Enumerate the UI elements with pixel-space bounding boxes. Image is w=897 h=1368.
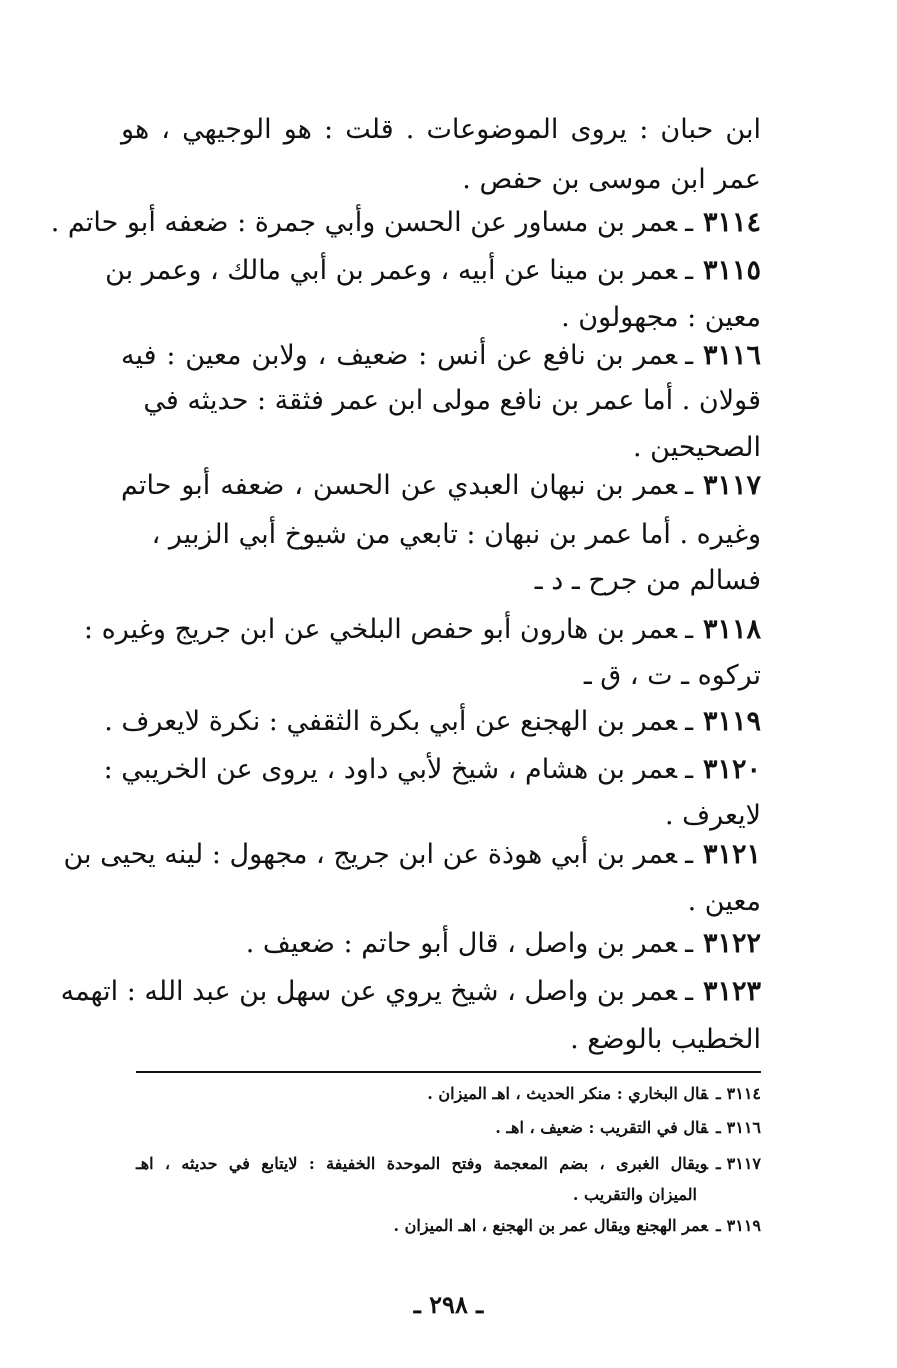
text-line: الصحيحين . — [632, 432, 761, 463]
page-number: ـ ٢٩٨ ـ — [413, 1290, 484, 1319]
entry-3123: ٣١٢٣ـعمر بن واصل ، شيخ يروي عن سهل بن عبد الله : اتهمه — [60, 976, 761, 1007]
entry-3114: ٣١١٤ـعمر بن مساور عن الحسن وأبي جمرة : ضعفه أبو حاتم . — [50, 207, 761, 238]
entry-number: ٣١٢١ — [702, 839, 761, 870]
entry-number: ٣١١٩ — [702, 706, 761, 737]
footnote: ٣١١٧ـويقال الغبرى ، بضم المعجمة وفتح الموحدة الخفيفة : لايتابع في حديثه ، اهـ — [136, 1154, 761, 1173]
entry-number: ٣١١٧ — [702, 470, 761, 501]
entry-number: ٣١١٨ — [702, 614, 761, 645]
text-line: معين : مجهولون . — [561, 302, 761, 333]
entry-3122: ٣١٢٢ـعمر بن واصل ، قال أبو حاتم : ضعيف . — [245, 928, 761, 959]
text-line: معين . — [687, 886, 761, 917]
text-line: تركوه ـ ت ، ق ـ — [583, 660, 761, 691]
footnote: ٣١١٩ـعمر الهجنع ويقال عمر بن الهجنع ، اهـ الميزان . — [393, 1216, 761, 1235]
text-line: فسالم من جرح ـ د ـ — [534, 565, 761, 596]
entry-3117: ٣١١٧ـعمر بن نبهان العبدي عن الحسن ، ضعفه أبو حاتم — [121, 470, 761, 501]
entry-number: ٣١١٤ — [702, 207, 761, 238]
text-line: قولان . أما عمر بن نافع مولى ابن عمر فثقة : حديثه في — [143, 385, 761, 416]
footnote: ٣١١٦ـقال في التقريب : ضعيف ، اهـ . — [495, 1118, 761, 1137]
entry-3118: ٣١١٨ـعمر بن هارون أبو حفص البلخي عن ابن جريج وغيره : — [83, 614, 761, 645]
text-line: لايعرف . — [665, 800, 761, 831]
entry-number: ٣١٢٣ — [702, 976, 761, 1007]
text-line: ابن حبان : يروى الموضوعات . قلت : هو الوجيهي ، هو — [121, 114, 761, 145]
entry-3116: ٣١١٦ـعمر بن نافع عن أنس : ضعيف ، ولابن معين : فيه — [121, 340, 761, 371]
footnote-separator — [136, 1071, 761, 1073]
entry-number: ٣١٢٠ — [702, 754, 761, 785]
entry-3121: ٣١٢١ـعمر بن أبي هوذة عن ابن جريج ، مجهول : لينه يحيى بن — [63, 839, 761, 870]
entry-3119: ٣١١٩ـعمر بن الهجنع عن أبي بكرة الثقفي : نكرة لايعرف . — [104, 706, 761, 737]
entry-3120: ٣١٢٠ـعمر بن هشام ، شيخ لأبي داود ، يروى عن الخريبي : — [103, 754, 761, 785]
entry-number: ٣١١٥ — [702, 255, 761, 286]
text-line: الخطيب بالوضع . — [570, 1024, 761, 1055]
text-line: وغيره . أما عمر بن نبهان : تابعي من شيوخ أبي الزبير ، — [151, 519, 761, 550]
entry-3115: ٣١١٥ـعمر بن مينا عن أبيه ، وعمر بن أبي مالك ، وعمر بن — [105, 255, 761, 286]
entry-number: ٣١٢٢ — [702, 928, 761, 959]
footnote-continuation: الميزان والتقريب . — [572, 1185, 697, 1204]
entry-number: ٣١١٦ — [702, 340, 761, 371]
text-line: عمر ابن موسى بن حفص . — [462, 164, 761, 195]
footnote: ٣١١٤ـقال البخاري : منكر الحديث ، اهـ الميزان . — [427, 1084, 761, 1103]
